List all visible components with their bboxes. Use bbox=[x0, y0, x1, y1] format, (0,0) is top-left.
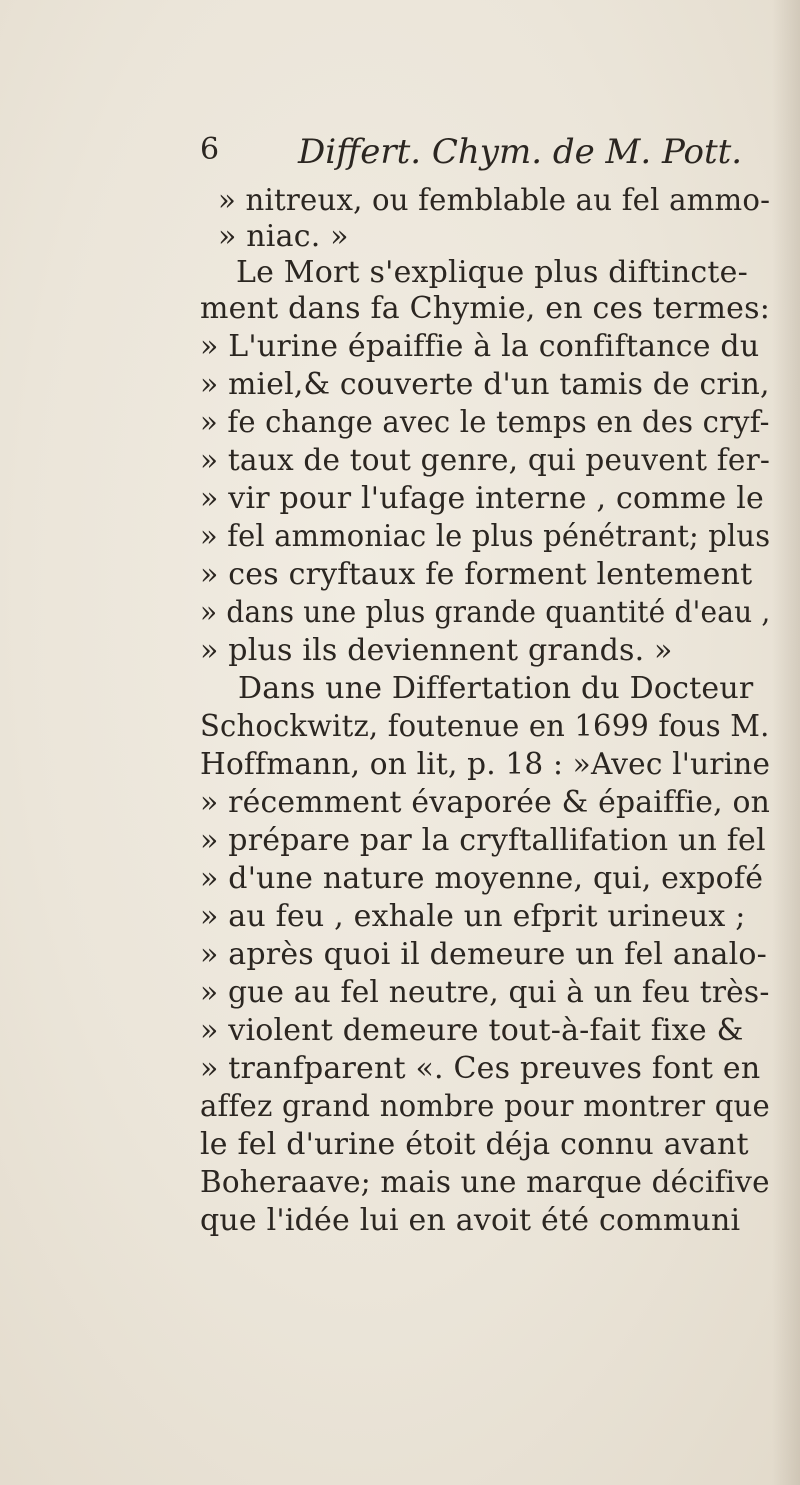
text-line: » taux de tout genre, qui peuvent fer- bbox=[200, 443, 771, 478]
text-line: le fel d'urine étoit déja connu avant bbox=[200, 1127, 749, 1162]
text-line: Le Mort s'explique plus diftinctе- bbox=[236, 255, 748, 290]
text-line: » miel,& couverte d'un tamis de crin, bbox=[200, 367, 770, 402]
text-line: Schockwitz, foutenue en 1699 fous M. bbox=[200, 709, 770, 744]
text-line: » L'urine épaiffie à la confiftance du bbox=[200, 329, 760, 364]
text-line: » niac. » bbox=[218, 219, 349, 254]
page-number: 6 bbox=[200, 132, 220, 167]
text-line: affez grand nombre pour montrer que bbox=[200, 1089, 770, 1124]
text-line: » ces cryftaux fe forment lentement bbox=[200, 557, 753, 592]
text-line: » fel ammoniac le plus pénétrant; plus bbox=[200, 519, 771, 554]
text-line: » récemment évaporée & épaiffie, on bbox=[200, 785, 771, 820]
text-line: » nitreux, ou femblable au fel ammo- bbox=[218, 183, 771, 218]
text-line: » fe change avec le temps en des cryf- bbox=[200, 405, 770, 440]
text-line: » au feu , exhale un efprit urineux ; bbox=[200, 899, 746, 934]
running-title: Differt. Chym. de M. Pott. bbox=[298, 132, 743, 172]
text-line: que l'idée lui en avoit été communi bbox=[200, 1203, 741, 1238]
text-line: » tranfparent «. Ces preuves font en bbox=[200, 1051, 761, 1086]
text-line: » gue au fel neutre, qui à un feu très- bbox=[200, 975, 770, 1010]
text-line: » plus ils deviennent grands. » bbox=[200, 633, 673, 668]
text-line: » dans une plus grande quantité d'eau , bbox=[200, 595, 771, 630]
text-line: » d'une nature moyenne, qui, expofé bbox=[200, 861, 764, 896]
text-line: Dans une Differtation du Docteur bbox=[238, 671, 754, 706]
text-line: » prépare par la cryftallifation un fel bbox=[200, 823, 766, 858]
text-line: Hoffmann, on lit, p. 18 : »Avec l'urine bbox=[200, 747, 771, 782]
text-line: Boheraave; mais une marque décifive bbox=[200, 1165, 770, 1200]
text-line: » violent demeure tout-à-fait fixe & bbox=[200, 1013, 744, 1048]
text-line: ment dans fa Chymie, en ces termes: bbox=[200, 291, 771, 326]
text-line: » vir pour l'ufage interne , comme le bbox=[200, 481, 764, 516]
text-line: » après quoi il demeure un fel analo- bbox=[200, 937, 768, 972]
